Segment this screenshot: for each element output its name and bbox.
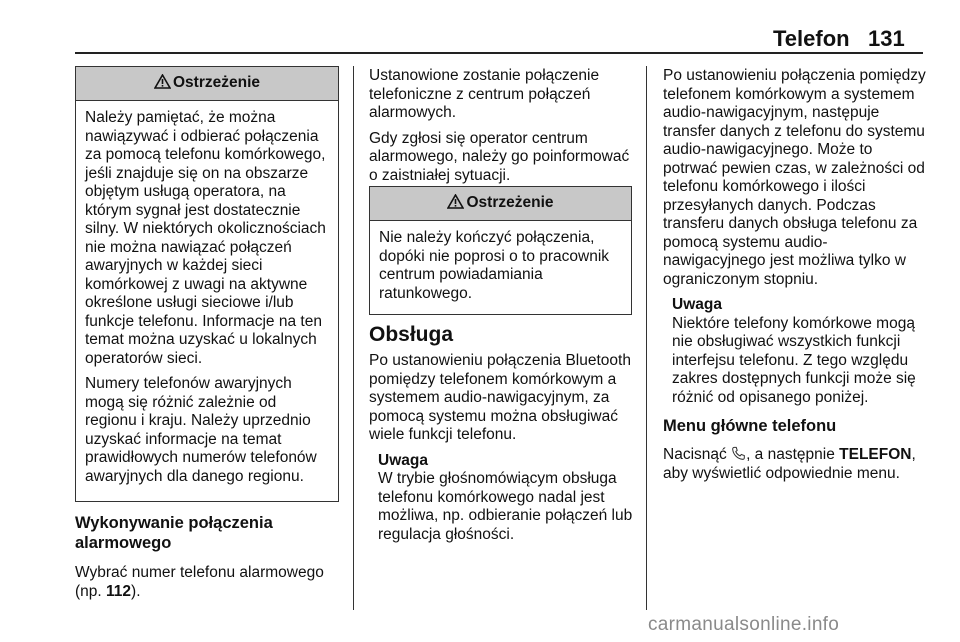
phone-icon xyxy=(731,446,746,461)
middle-paragraph-1: Ustanowione zostanie połączenie telefoniczne z centrum połączeń alarmowych. xyxy=(369,67,600,121)
column-divider-1 xyxy=(353,66,354,610)
warning-header xyxy=(76,67,338,101)
section-heading-emergency-call: Wykonywanie połączenia alarmowego xyxy=(75,514,273,552)
right-paragraph-2 xyxy=(663,446,928,483)
warning-title: Ostrzeżenie xyxy=(466,194,554,211)
section-title: Telefon xyxy=(773,26,850,51)
middle-column-top xyxy=(369,67,637,192)
page-header xyxy=(0,22,960,52)
telefon-button-label: TELEFON xyxy=(839,446,912,463)
right-column xyxy=(663,67,928,490)
warning-triangle-icon xyxy=(154,74,171,89)
section-heading-operation: Obsługa xyxy=(369,323,454,346)
emergency-number-paragraph xyxy=(75,564,340,601)
section-heading-phone-menu: Menu główne telefonu xyxy=(663,417,837,435)
note-label: Uwaga xyxy=(672,296,722,313)
then-text: , a następnie xyxy=(746,446,840,463)
warning-header xyxy=(370,187,631,221)
warning-box-middle xyxy=(369,186,632,315)
column-divider-2 xyxy=(646,66,647,610)
warning-body xyxy=(76,101,338,494)
right-paragraph-1: Po ustanowieniu połączenia pomiędzy telefonem komórkowym a systemem audio-nawigacyjnym, następuje transfer danych z telefonu do systemu audio-nawigacyjnego. Może to potrwać pewien czas, w zależności od telefonu komórkowego i ilości przesyłanych danych. Podczas transferu danych obsługa telefonu za pomocą systemu audio-nawigacyjnego jest możliwa tylko w ograniczonym stopniu. xyxy=(663,67,926,288)
note-label: Uwaga xyxy=(378,451,428,469)
warning-paragraph-1: Należy pamiętać, że można nawiązywać i odbierać połączenia za pomocą telefonu komórkowego, jeśli znajduje się on na obszarze objętym usługą operatora, na którym sygnał jest dostatecznie silny. W niektórych okolicznościach nie można nawiązać połączeń awaryjnych w każdej sieci komórkowej z uwagi na aktywne określone usługi sieciowe i/lub funkcje telefonu. Informacje na ten temat można uzyskać u lokalnych operatorów sieci. xyxy=(85,109,326,367)
emergency-text-after: ). xyxy=(131,582,141,600)
warning-triangle-icon xyxy=(447,194,464,209)
middle-column-bottom xyxy=(369,322,637,544)
watermark: carmanualsonline.info xyxy=(648,614,840,635)
display-menu-text: , aby wyświetlić odpowiednie menu. xyxy=(663,446,916,482)
warning-box-left xyxy=(75,66,339,502)
page-number: 131 xyxy=(868,26,905,51)
note-text: W trybie głośnomówiącym obsługa telefonu komórkowego nadal jest możliwa, np. odbieranie połączeń lub regulacja głośności. xyxy=(378,470,633,543)
middle-paragraph-2: Gdy zgłosi się operator centrum alarmowego, należy go poinformować o zaistniałej sytuacji. xyxy=(369,129,630,184)
warning-body xyxy=(370,221,631,311)
note-text: Niektóre telefony komórkowe mogą nie obsługiwać wszystkich funkcji interfejsu telefonu. Z tego względu zakres dostępnych funkcji może się różnić od opisanego poniżej. xyxy=(672,314,916,406)
emergency-number: 112 xyxy=(106,582,132,600)
note-block-middle xyxy=(369,452,637,545)
warning-paragraph: Nie należy kończyć połączenia, dopóki nie poprosi o to pracownik centrum powiadamiania ratunkowego. xyxy=(379,229,610,302)
warning-paragraph-2: Numery telefonów awaryjnych mogą się różnić zależnie od regionu i kraju. Należy uprzednio uzyskać informacje na temat prawidłowych numerów telefonów awaryjnych dla danego regionu. xyxy=(85,375,317,485)
emergency-text-before: Wybrać numer telefonu alarmowego (np. xyxy=(75,564,324,600)
warning-title: Ostrzeżenie xyxy=(172,74,260,91)
middle-paragraph-3: Po ustanowieniu połączenia Bluetooth pomiędzy telefonem komórkowym a systemem audio-nawigacyjnym, za pomocą systemu można obsługiwać wiele funkcji telefonu. xyxy=(369,352,631,443)
note-block-right xyxy=(663,296,928,407)
left-column-text xyxy=(75,513,340,608)
press-text: Nacisnąć xyxy=(663,446,732,463)
header-rule xyxy=(75,52,923,54)
